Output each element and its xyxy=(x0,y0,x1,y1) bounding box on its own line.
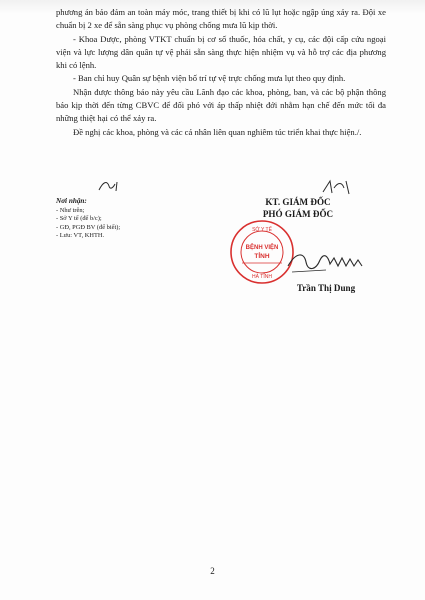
paragraph-4: Nhận được thông báo này yêu cầu Lãnh đạo các khoa, phòng, ban, và các bộ phận thông báo kịp thời đến từng CBVC để đối phó với áp thấp nhiệt đới nhằm hạn chế đến mức tối đa những thiệt hại có thể xảy ra. xyxy=(56,87,386,124)
svg-text:BỆNH VIỆN: BỆNH VIỆN xyxy=(245,245,279,251)
paragraph-3: - Ban chỉ huy Quân sự bệnh viện bố trí tự vệ trực chống mưa lụt theo quy định. xyxy=(73,73,346,84)
page-number: 2 xyxy=(210,566,215,576)
sign-subtitle: PHÓ GIÁM ĐỐC xyxy=(262,209,334,219)
svg-text:TỈNH: TỈNH xyxy=(254,253,270,260)
recipients-block xyxy=(56,197,206,241)
sign-title: KT. GIÁM ĐỐC xyxy=(265,197,331,207)
svg-text:HÀ TĨNH: HÀ TĨNH xyxy=(252,274,272,280)
signature-block xyxy=(222,196,374,220)
signer-name: Trần Thị Dung xyxy=(296,283,356,293)
paragraph-2: - Khoa Dược, phòng VTKT chuẩn bị cơ số thuốc, hóa chất, y cụ, các đội cấp cứu ngoại viện và lực lượng dân quân tự vệ phải sẵn sàng thực hiện nhiệm vụ và hỗ trợ các địa phương khi có lệnh. xyxy=(56,33,386,70)
recipients-title: Nơi nhận: xyxy=(56,197,87,205)
recipient-item: - Lưu: VT, KHTH. xyxy=(56,232,105,240)
approval-mark-icon xyxy=(320,178,354,196)
initial-mark-icon xyxy=(95,178,127,194)
recipient-item: - Sở Y tế (để b/c); xyxy=(56,215,102,223)
paragraph-1: phương án bảo đảm an toàn máy móc, trang thiết bị khi có lũ lụt hoặc ngập úng xảy ra. Đội xe chuẩn bị 2 xe để sẵn sàng phục vụ phòng chống mưa lũ kịp thời. xyxy=(56,7,386,31)
signature-icon xyxy=(286,246,376,278)
svg-text:SỞ Y TẾ: SỞ Y TẾ xyxy=(252,227,272,233)
recipient-item: - GĐ, PGĐ BV (để biết); xyxy=(56,223,121,231)
paragraph-5: Đề nghị các khoa, phòng và các cá nhân liên quan nghiêm túc triển khai thực hiện./. xyxy=(73,126,362,137)
document-body xyxy=(56,6,386,139)
recipient-item: - Như trên; xyxy=(56,206,85,214)
